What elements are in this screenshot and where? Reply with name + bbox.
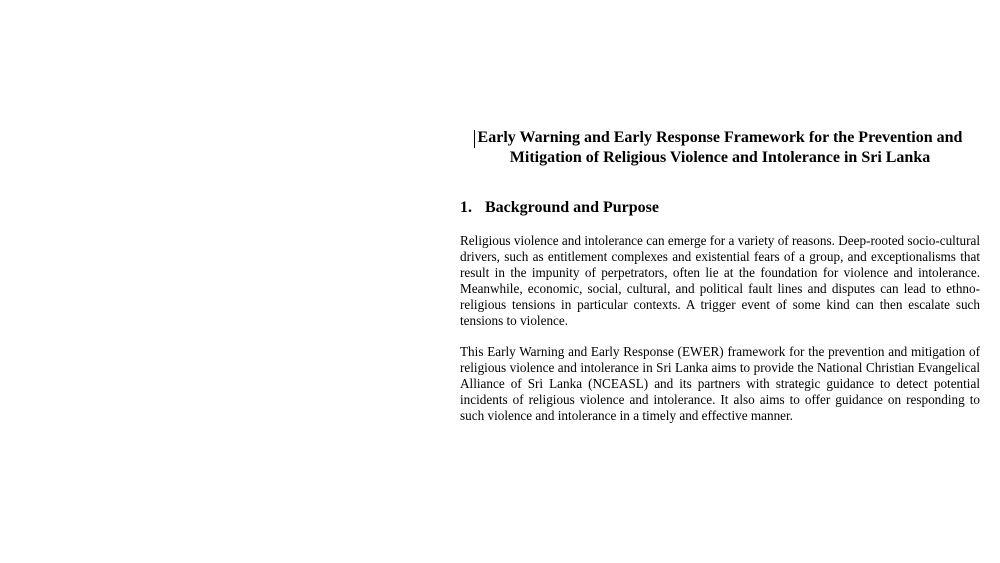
paragraph-purpose: This Early Warning and Early Response (EWER) framework for the prevention and mitigation of religious violence and intolerance in Sri Lanka aims to provide the National Christian Evangelical Alliance of Sri Lanka (NCEASL) and its partners with strategic guidance to detect potential incidents of religious violence and intolerance. It also aims to offer guidance on responding to such violence and intolerance in a timely and effective manner. [460, 344, 980, 423]
section-heading [460, 198, 980, 218]
section-number: 1. [460, 199, 472, 216]
section-heading-text: Background and Purpose [485, 199, 659, 216]
document-title: Early Warning and Early Response Framework for the Prevention and Mitigation of Religious Violence and Intolerance in Sri Lanka [477, 129, 963, 166]
paragraph-background: Religious violence and intolerance can emerge for a variety of reasons. Deep-rooted socio-cultural drivers, such as entitlement complexes and existential fears of a group, and exceptionalisms that result in the impunity of perpetrators, often lie at the foundation for violence and intolerance. Meanwhile, economic, social, cultural, and political fault lines and disputes can lead to ethno-religious tensions in particular contexts. A trigger event of some kind can then escalate such tensions to violence. [460, 233, 980, 328]
